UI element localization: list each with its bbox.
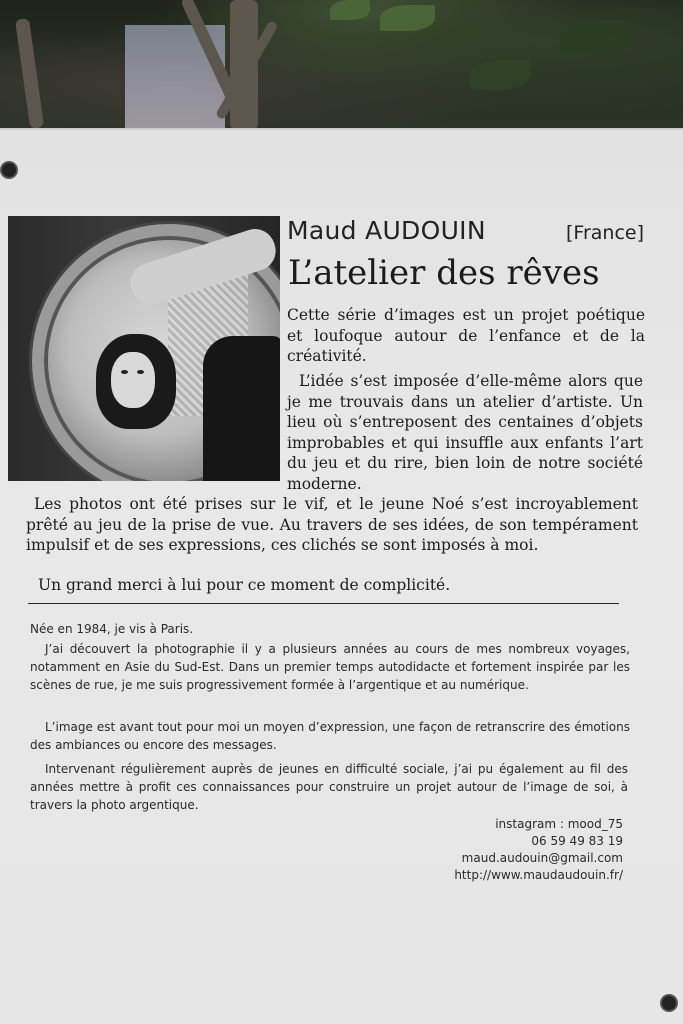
foliage-background [0, 0, 683, 140]
intro-paragraph-1 [287, 305, 645, 367]
contact-website: http://www.maudaudouin.fr/ [454, 868, 623, 882]
contact-email: maud.audouin@gmail.com [461, 851, 623, 865]
leaf [560, 20, 630, 54]
screw-bottom-right [662, 996, 676, 1010]
artist-country: [France] [566, 222, 645, 244]
intro-text-4: Un grand merci à lui pour ce moment de complicité. [38, 576, 451, 594]
intro-paragraph-4 [38, 575, 638, 596]
bio-paragraph-3: Intervenant régulièrement auprès de jeunes en difficulté sociale, j’ai pu également au fil des années mettre à profit ces connaissances pour construire un projet autour de l’image de soi, à travers la photo argentique. [30, 762, 628, 812]
child-face [111, 352, 155, 408]
contact-phone: 06 59 49 83 19 [531, 834, 623, 848]
bio-paragraph-2: L’image est avant tout pour moi un moyen d’expression, une façon de retranscrire des émotions des ambiances ou encore des messages. [30, 720, 630, 752]
contact-block [454, 816, 623, 884]
eye [121, 370, 128, 374]
screw-top-left [2, 163, 16, 177]
intro-text-2: L’idée s’est imposée d’elle-même alors que je me trouvais dans un atelier d’artiste. Un lieu où s’entreposent des centaines d’objets improbables et qui insuffle aux enfants l’art du jeu et du rire, bien loin de notre société moderne. [287, 372, 643, 493]
leaf [380, 5, 435, 31]
intro-paragraph-3 [26, 494, 638, 556]
contact-instagram: instagram : mood_75 [495, 817, 623, 831]
intro-paragraph-2 [287, 371, 643, 494]
artwork-photo [8, 216, 280, 481]
intro-text-1: Cette série d’images est un projet poétique et loufoque autour de l’enfance et de la créativité. [287, 306, 645, 365]
bio-paragraph-1: J’ai découvert la photographie il y a plusieurs années au cours de mes nombreux voyages, notamment en Asie du Sud-Est. Dans un premier temps autodidacte et fortement inspirée par les scènes de rue, je me suis progressivement formée à l’argentique et au numérique. [30, 642, 630, 692]
leaf [330, 0, 370, 20]
leaf [470, 60, 530, 90]
artist-name: Maud AUDOUIN [287, 216, 486, 245]
intro-text-3: Les photos ont été prises sur le vif, et le jeune Noé s’est incroyablement prêté au jeu de la prise de vue. Au travers de ses idées, de son tempérament impulsif et de ses expressions, ces clichés se sont imposés à moi. [26, 495, 638, 554]
bio-birth-line: Née en 1984, je vis à Paris. [30, 622, 194, 636]
exhibition-poster [0, 128, 683, 1024]
section-divider [28, 603, 619, 604]
tree-branch [15, 18, 44, 129]
series-title: L’atelier des rêves [288, 253, 600, 293]
eye [137, 370, 144, 374]
foreground-figure [203, 336, 280, 481]
